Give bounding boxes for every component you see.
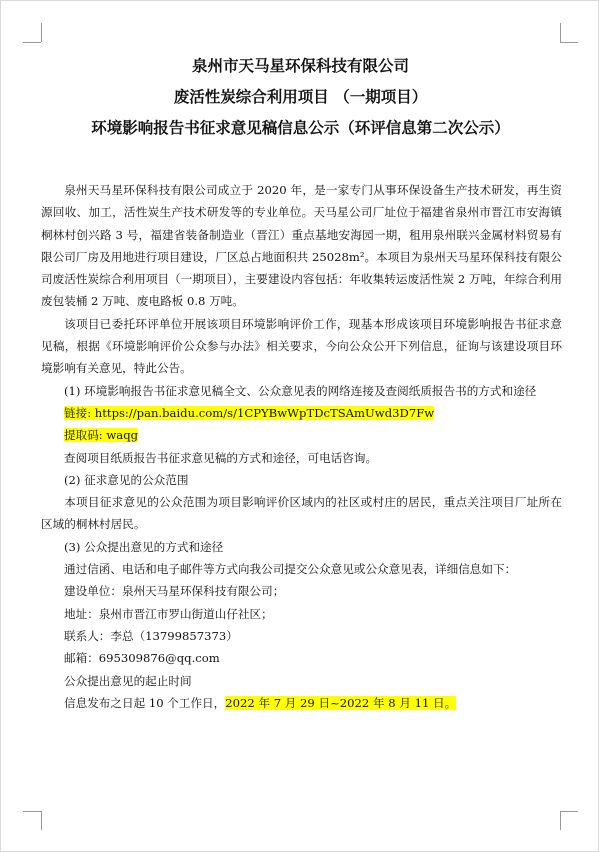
download-link[interactable]: 链接: https://pan.baidu.com/s/1CPYBwWpTDcTSAmUwd3D7Fw <box>64 405 435 420</box>
address: 地址：泉州市晋江市罗山街道山仔社区； <box>64 606 273 621</box>
crop-mark <box>560 811 561 830</box>
company-title: 泉州市天马星环保科技有限公司 <box>191 56 409 75</box>
period-line <box>41 692 562 714</box>
crop-mark <box>23 42 41 43</box>
section-3-heading: (3) 公众提出意见的方式和途径 <box>64 539 224 554</box>
document-body <box>41 179 562 714</box>
notice-title: 环境影响报告书征求意见稿信息公示（环评信息第二次公示） <box>91 118 510 137</box>
email: 邮箱：695309876@qq.com <box>64 651 220 666</box>
intro-paragraph: 泉州天马星环保科技有限公司成立于 2020 年，是一家专门从事环保设备生产技术研发，再生资源回收、加工，活性炭生产技术研发等的专业单位。天马星公司厂址位于福建省泉州市晋江市安海镇桐林村创兴路 3 号，福建省装备制造业（晋江）重点基地安海园一期，租用泉州联兴金属材料贸易有限公司厂房及用地进行项目建设，厂区总占地面积共 25028m²。本项目为泉州天马星环保科技有限公司废活性炭综合利用项目（一期项目），主要建设内容包括：年收集转运废活性炭 2 万吨，年综合利用废包装桶 2 万吨、废电路板 0.8 万吨。 <box>41 183 562 309</box>
contact-person: 联系人：李总（13799857373） <box>64 628 238 643</box>
crop-mark <box>23 811 41 812</box>
commission-paragraph: 该项目已委托环评单位开展该项目环境影响评价工作，现基本形成该项目环境影响报告书征求意见稿，根据《环境影响评价公众参与办法》相关要求，今向公众公开下列信息，征询与该建设项目环境影响有关意见，特此公告。 <box>41 316 562 376</box>
paper-report-info: 查阅项目纸质报告书征求意见稿的方式和途径，可电话咨询。 <box>64 450 378 465</box>
submission-intro: 通过信函、电话和电子邮件等方式向我公司提交公众意见或公众意见表，详细信息如下： <box>64 562 517 577</box>
construction-unit: 建设单位：泉州天马星环保科技有限公司； <box>64 584 285 599</box>
crop-mark <box>41 23 42 42</box>
crop-mark <box>560 811 578 812</box>
section-1-heading: (1) 环境影响报告书征求意见稿全文、公众意见表的网络连接及查阅纸质报告书的方式和途径 <box>64 383 537 398</box>
crop-mark <box>560 42 578 43</box>
period-dates: 2022 年 7 月 29 日~2022 年 8 月 11 日。 <box>225 695 457 710</box>
crop-mark <box>41 811 42 830</box>
crop-mark <box>560 23 561 42</box>
project-title: 废活性炭综合利用项目 （一期项目） <box>173 87 428 106</box>
extraction-code: 提取码: waqg <box>64 428 139 443</box>
section-4-heading: 公众提出意见的起止时间 <box>64 673 192 688</box>
public-scope-paragraph: 本项目征求意见的公众范围为项目影响评价区域内的社区或村庄的居民，重点关注项目厂址所在区域的桐林村居民。 <box>41 495 562 532</box>
period-prefix: 信息发布之日起 10 个工作日， <box>64 695 226 710</box>
section-2-heading: (2) 征求意见的公众范围 <box>64 472 189 487</box>
document-header <box>41 50 560 143</box>
